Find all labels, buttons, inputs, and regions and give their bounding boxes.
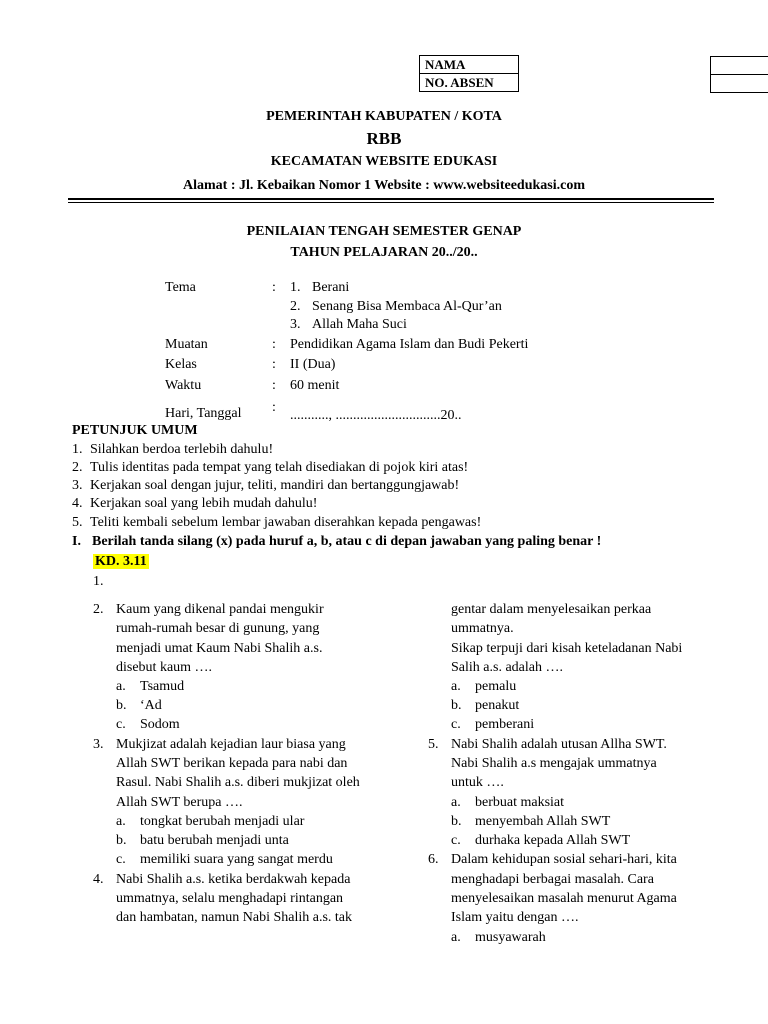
section-instruction: I. Berilah tanda silang (x) pada huruf a, b, atau c di depan jawaban yang paling benar ! xyxy=(72,534,602,549)
question-text: rumah-rumah besar di gunung, yang xyxy=(116,621,320,636)
tema-item: 3. Allah Maha Suci xyxy=(290,317,407,332)
question-text: Salih a.s. adalah …. xyxy=(451,660,563,675)
question-text: Allah SWT berupa …. xyxy=(116,795,243,810)
answer-option[interactable]: b. batu berubah menjadi unta xyxy=(116,833,289,848)
question-text: Nabi Shalih adalah utusan Allha SWT. xyxy=(451,737,667,752)
answer-option[interactable]: c. memiliki suara yang sangat merdu xyxy=(116,852,333,867)
hari-value: ..........., ..............................20.. xyxy=(290,408,462,423)
colon: : xyxy=(272,280,276,295)
question-number: 2. xyxy=(93,602,104,617)
question-text: disebut kaum …. xyxy=(116,660,213,675)
question-text: untuk …. xyxy=(451,775,504,790)
question-text: Dalam kehidupan sosial sehari-hari, kita xyxy=(451,852,677,867)
question-number: 6. xyxy=(428,852,439,867)
list-item: 1. Silahkan berdoa terlebih dahulu! xyxy=(72,442,274,457)
answer-option[interactable]: c. durhaka kepada Allah SWT xyxy=(451,833,631,848)
waktu-label: Waktu xyxy=(165,378,202,393)
question-text: Kaum yang dikenal pandai mengukir xyxy=(116,602,324,617)
header-rule-thick xyxy=(68,198,714,200)
answer-option[interactable]: b. menyembah Allah SWT xyxy=(451,814,611,829)
exam-year: TAHUN PELAJARAN 20../20.. xyxy=(290,245,478,260)
question-text: Nabi Shalih a.s mengajak ummatnya xyxy=(451,756,657,771)
list-item: 3. Kerjakan soal dengan jujur, teliti, mandiri dan bertanggungjawab! xyxy=(72,478,460,493)
question-text: menghadapi berbagai masalah. Cara xyxy=(451,872,654,887)
answer-option[interactable]: a. pemalu xyxy=(451,679,517,694)
question-text: menyelesaikan masalah menurut Agama xyxy=(451,891,677,906)
answer-option[interactable]: a. berbuat maksiat xyxy=(451,795,565,810)
tema-item: 2. Senang Bisa Membaca Al-Qur’an xyxy=(290,299,502,314)
exam-title: PENILAIAN TENGAH SEMESTER GENAP xyxy=(246,224,522,239)
address-line: Alamat : Jl. Kebaikan Nomor 1 Website : www.websiteedukasi.com xyxy=(183,178,585,193)
question-number: 3. xyxy=(93,737,104,752)
question-text: gentar dalam menyelesaikan perkaa xyxy=(451,602,652,617)
muatan-label: Muatan xyxy=(165,337,208,352)
waktu-value: 60 menit xyxy=(290,378,340,393)
question-text: dan hambatan, namun Nabi Shalih a.s. tak xyxy=(116,910,352,925)
kelas-label: Kelas xyxy=(165,357,197,372)
answer-option[interactable]: b. ‘Ad xyxy=(116,698,162,713)
answer-option[interactable]: c. Sodom xyxy=(116,717,180,732)
kd-label: KD. 3.11 xyxy=(95,554,147,569)
question-number: 5. xyxy=(428,737,439,752)
question-text: ummatnya. xyxy=(451,621,514,636)
hari-label: Hari, Tanggal xyxy=(165,406,242,421)
muatan-value: Pendidikan Agama Islam dan Budi Pekerti xyxy=(290,337,529,352)
identity-table xyxy=(419,55,520,92)
question-number: 1. xyxy=(93,574,104,589)
question-text: Islam yaitu dengan …. xyxy=(451,910,579,925)
district-heading: KECAMATAN WEBSITE EDUKASI xyxy=(270,154,498,169)
question-text: Rasul. Nabi Shalih a.s. diberi mukjizat oleh xyxy=(116,775,360,790)
absen-label: NO. ABSEN xyxy=(420,74,519,92)
name-label: NAMA xyxy=(420,56,519,74)
school-name: RBB xyxy=(366,129,402,148)
name-field[interactable] xyxy=(710,56,768,75)
header-rule-thin xyxy=(68,202,714,203)
tema-item: 1. Berani xyxy=(290,280,350,295)
question-text: menjadi umat Kaum Nabi Shalih a.s. xyxy=(116,641,323,656)
question-number: 4. xyxy=(93,872,104,887)
colon: : xyxy=(272,378,276,393)
colon: : xyxy=(272,357,276,372)
list-item: 4. Kerjakan soal yang lebih mudah dahulu! xyxy=(72,496,318,511)
question-text: Sikap terpuji dari kisah keteladanan Nabi xyxy=(451,641,683,656)
question-text: Nabi Shalih a.s. ketika berdakwah kepada xyxy=(116,872,351,887)
tema-label: Tema xyxy=(165,280,196,295)
question-text: ummatnya, selalu menghadapi rintangan xyxy=(116,891,344,906)
colon: : xyxy=(272,337,276,352)
list-item: 5. Teliti kembali sebelum lembar jawaban diserahkan kepada pengawas! xyxy=(72,515,482,530)
gov-heading: PEMERINTAH KABUPATEN / KOTA xyxy=(266,109,502,124)
answer-option[interactable]: b. penakut xyxy=(451,698,520,713)
answer-option[interactable]: a. tongkat berubah menjadi ular xyxy=(116,814,305,829)
answer-option[interactable]: a. Tsamud xyxy=(116,679,185,694)
question-text: Allah SWT berikan kepada para nabi dan xyxy=(116,756,348,771)
answer-option[interactable]: c. pemberani xyxy=(451,717,535,732)
question-text: Mukjizat adalah kejadian laur biasa yang xyxy=(116,737,346,752)
list-item: 2. Tulis identitas pada tempat yang telah disediakan di pojok kiri atas! xyxy=(72,460,469,475)
colon: : xyxy=(272,400,276,415)
absen-field[interactable] xyxy=(710,74,768,93)
answer-option[interactable]: a. musyawarah xyxy=(451,930,546,945)
petunjuk-title: PETUNJUK UMUM xyxy=(72,423,198,438)
kelas-value: II (Dua) xyxy=(290,357,336,372)
